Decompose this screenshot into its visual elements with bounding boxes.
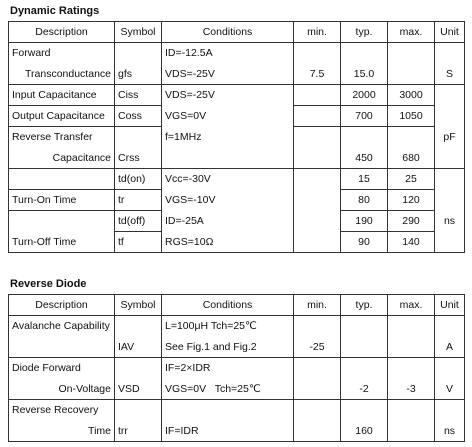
typ-tr: 80	[341, 190, 388, 211]
unit-reverse-recovery: ns	[435, 421, 465, 442]
typ-tdoff: 190	[341, 211, 388, 232]
table-row	[9, 106, 465, 127]
table-row	[9, 379, 465, 400]
desc-diode-forward: Diode Forward	[9, 358, 115, 379]
cond-diode-forward-2: VGS=0V Tch=25℃	[162, 379, 294, 400]
symbol-iav: IAV	[115, 337, 162, 358]
unit-avalanche: A	[435, 337, 465, 358]
cond-tr: VGS=-10V	[162, 190, 294, 211]
cond-diode-forward-1: IF=2×IDR	[162, 358, 294, 379]
table-row	[9, 316, 465, 337]
header-description: Description	[9, 295, 115, 316]
table-row	[9, 400, 465, 421]
cond-tdoff: ID=-25A	[162, 211, 294, 232]
desc-coss: Output Capacitance	[9, 106, 115, 127]
header-conditions: Conditions	[162, 22, 294, 43]
cond-forward-2: VDS=-25V	[162, 64, 294, 85]
typ-tf: 90	[341, 232, 388, 253]
cond-tdon: Vcc=-30V	[162, 169, 294, 190]
table-row	[9, 337, 465, 358]
max-diode-forward: -3	[388, 379, 435, 400]
symbol-vsd: VSD	[115, 379, 162, 400]
symbol-coss: Coss	[115, 106, 162, 127]
max-coss: 1050	[388, 106, 435, 127]
desc-reverse-recovery: Reverse Recovery	[9, 400, 115, 421]
table-row	[9, 190, 465, 211]
desc-avalanche: Avalanche Capability	[9, 316, 115, 337]
table-header-row	[9, 295, 465, 316]
unit-forward: S	[435, 64, 465, 85]
symbol-tf: tf	[115, 232, 162, 253]
table-row	[9, 43, 465, 64]
min-avalanche: -25	[294, 337, 341, 358]
cond-crss: f=1MHz	[162, 127, 294, 148]
header-max: max.	[388, 22, 435, 43]
symbol-tdoff: td(off)	[115, 211, 162, 232]
dynamic-ratings-title: Dynamic Ratings	[10, 5, 100, 17]
typ-tdon: 15	[341, 169, 388, 190]
dynamic-ratings-table	[8, 21, 465, 253]
typ-reverse-recovery: 160	[341, 421, 388, 442]
desc-crss-2: Capacitance	[9, 148, 115, 169]
max-tdoff: 290	[388, 211, 435, 232]
table-row	[9, 358, 465, 379]
header-description: Description	[9, 22, 115, 43]
symbol-tr: tr	[115, 190, 162, 211]
symbol-tdon: td(on)	[115, 169, 162, 190]
unit-diode-forward: V	[435, 379, 465, 400]
desc-turn-on: Turn-On Time	[9, 190, 115, 211]
symbol-gfs: gfs	[115, 64, 162, 85]
desc-turn-off: Turn-Off Time	[9, 232, 115, 253]
desc-diode-forward-2: On-Voltage	[9, 379, 115, 400]
desc-ciss: Input Capacitance	[9, 85, 115, 106]
cond-reverse-recovery: IF=IDR	[162, 421, 294, 442]
desc-crss: Reverse Transfer	[9, 127, 115, 148]
header-unit: Unit	[435, 295, 465, 316]
desc-reverse-recovery-2: Time	[9, 421, 115, 442]
reverse-diode-table	[8, 294, 465, 442]
header-symbol: Symbol	[115, 295, 162, 316]
table-row	[9, 148, 465, 169]
table-row	[9, 421, 465, 442]
cond-tf: RGS=10Ω	[162, 232, 294, 253]
typ-ciss: 2000	[341, 85, 388, 106]
table-row	[9, 64, 465, 85]
max-ciss: 3000	[388, 85, 435, 106]
typ-crss: 450	[341, 148, 388, 169]
header-typ: typ.	[341, 22, 388, 43]
unit-time: ns	[435, 211, 465, 232]
max-crss: 680	[388, 148, 435, 169]
typ-coss: 700	[341, 106, 388, 127]
header-unit: Unit	[435, 22, 465, 43]
table-row	[9, 169, 465, 190]
reverse-diode-title: Reverse Diode	[10, 278, 87, 290]
header-symbol: Symbol	[115, 22, 162, 43]
table-row	[9, 211, 465, 232]
typ-forward: 15.0	[341, 64, 388, 85]
symbol-trr: trr	[115, 421, 162, 442]
max-tdon: 25	[388, 169, 435, 190]
desc-forward-2: Transconductance	[9, 64, 115, 85]
cond-forward-1: ID=-12.5A	[162, 43, 294, 64]
min-forward: 7.5	[294, 64, 341, 85]
cond-avalanche-1: L=100μH Tch=25℃	[162, 316, 294, 337]
table-header-row	[9, 22, 465, 43]
table-row	[9, 127, 465, 148]
max-tr: 120	[388, 190, 435, 211]
unit-capacitance: pF	[435, 127, 465, 148]
max-tf: 140	[388, 232, 435, 253]
table-row	[9, 232, 465, 253]
cond-coss: VGS=0V	[162, 106, 294, 127]
cond-avalanche-2: See Fig.1 and Fig.2	[162, 337, 294, 358]
table-row	[9, 85, 465, 106]
header-min: min.	[294, 22, 341, 43]
symbol-ciss: Ciss	[115, 85, 162, 106]
header-min: min.	[294, 295, 341, 316]
header-typ: typ.	[341, 295, 388, 316]
desc-forward: Forward	[9, 43, 115, 64]
symbol-crss: Crss	[115, 148, 162, 169]
header-max: max.	[388, 295, 435, 316]
typ-diode-forward: -2	[341, 379, 388, 400]
cond-ciss: VDS=-25V	[162, 85, 294, 106]
header-conditions: Conditions	[162, 295, 294, 316]
